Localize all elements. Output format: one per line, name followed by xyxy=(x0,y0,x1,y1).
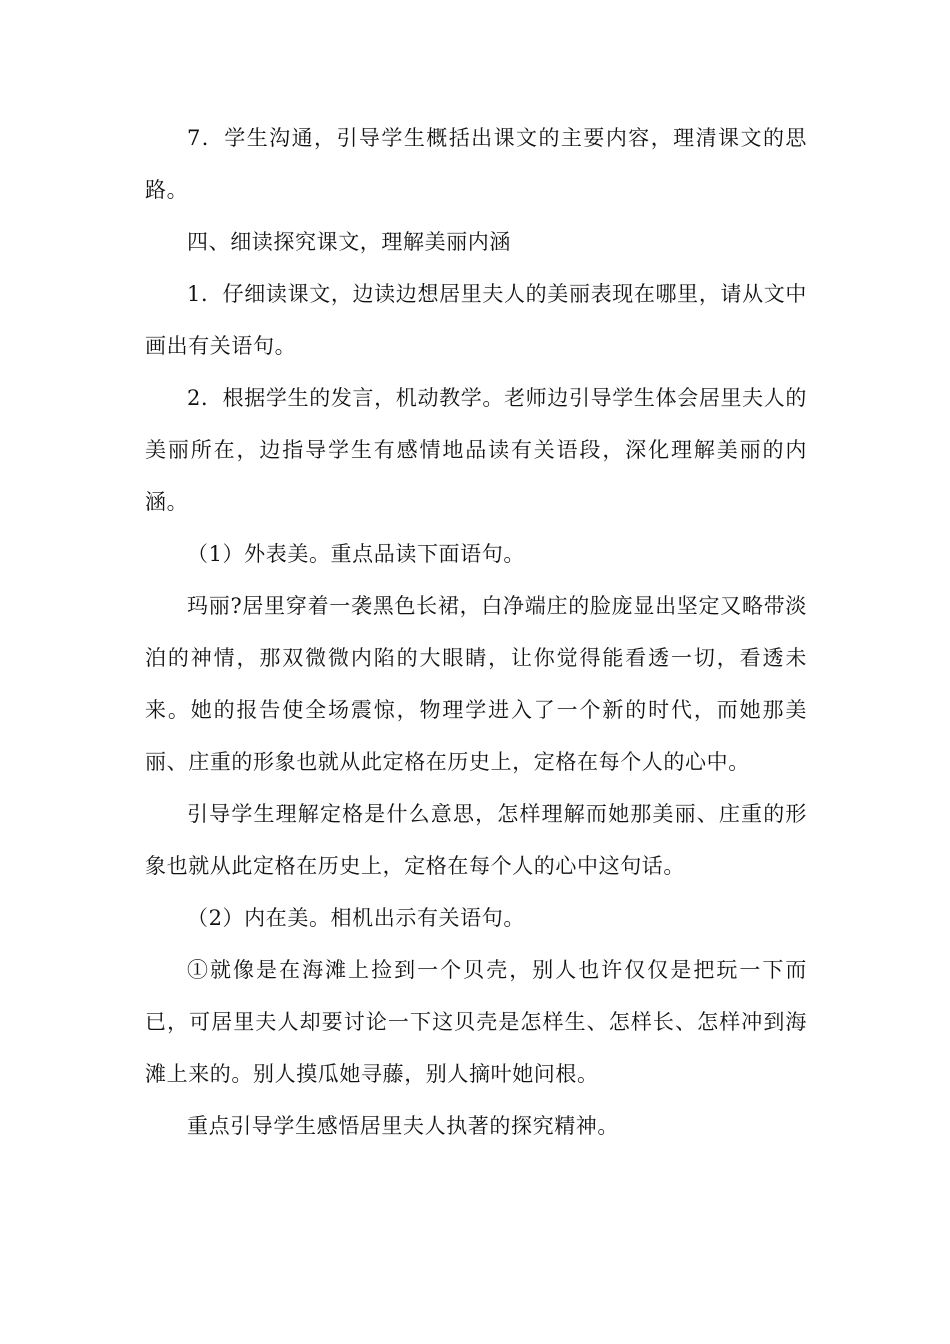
section-heading-4: 四、细读探究课文，理解美丽内涵 xyxy=(187,230,511,254)
paragraph-step-2: 2．根据学生的发言，机动教学。老师边引导学生体会居里夫人的美丽所在，边指导学生有感情地品读有关语段，深化理解美丽的内涵。 xyxy=(145,386,807,514)
quoted-passage: 玛丽?居里穿着一袭黑色长裙，白净端庄的脸庞显出坚定又略带淡泊的神情，那双微微内陷的大眼睛，让你觉得能看透一切，看透未来。她的报告使全场震惊，物理学进入了一个新的时代，而她那美丽、庄重的形象也就从此定格在历史上，定格在每个人的心中。 xyxy=(145,594,807,774)
subheading-outer-beauty: （1）外表美。重点品读下面语句。 xyxy=(187,542,525,566)
subheading-inner-beauty: （2）内在美。相机出示有关语句。 xyxy=(187,906,525,930)
document-body xyxy=(145,112,807,1152)
paragraph-guidance: 引导学生理解定格是什么意思，怎样理解而她那美丽、庄重的形象也就从此定格在历史上，定格在每个人的心中这句话。 xyxy=(145,802,807,878)
quoted-sentence-1: ①就像是在海滩上捡到一个贝壳，别人也许仅仅是把玩一下而已，可居里夫人却要讨论一下这贝壳是怎样生、怎样长、怎样冲到海滩上来的。别人摸瓜她寻藤，别人摘叶她问根。 xyxy=(145,958,807,1086)
paragraph-step-7: 7．学生沟通，引导学生概括出课文的主要内容，理清课文的思路。 xyxy=(145,126,807,202)
paragraph-focus: 重点引导学生感悟居里夫人执著的探究精神。 xyxy=(187,1114,619,1138)
paragraph-step-1: 1．仔细读课文，边读边想居里夫人的美丽表现在哪里，请从文中画出有关语句。 xyxy=(145,282,807,358)
